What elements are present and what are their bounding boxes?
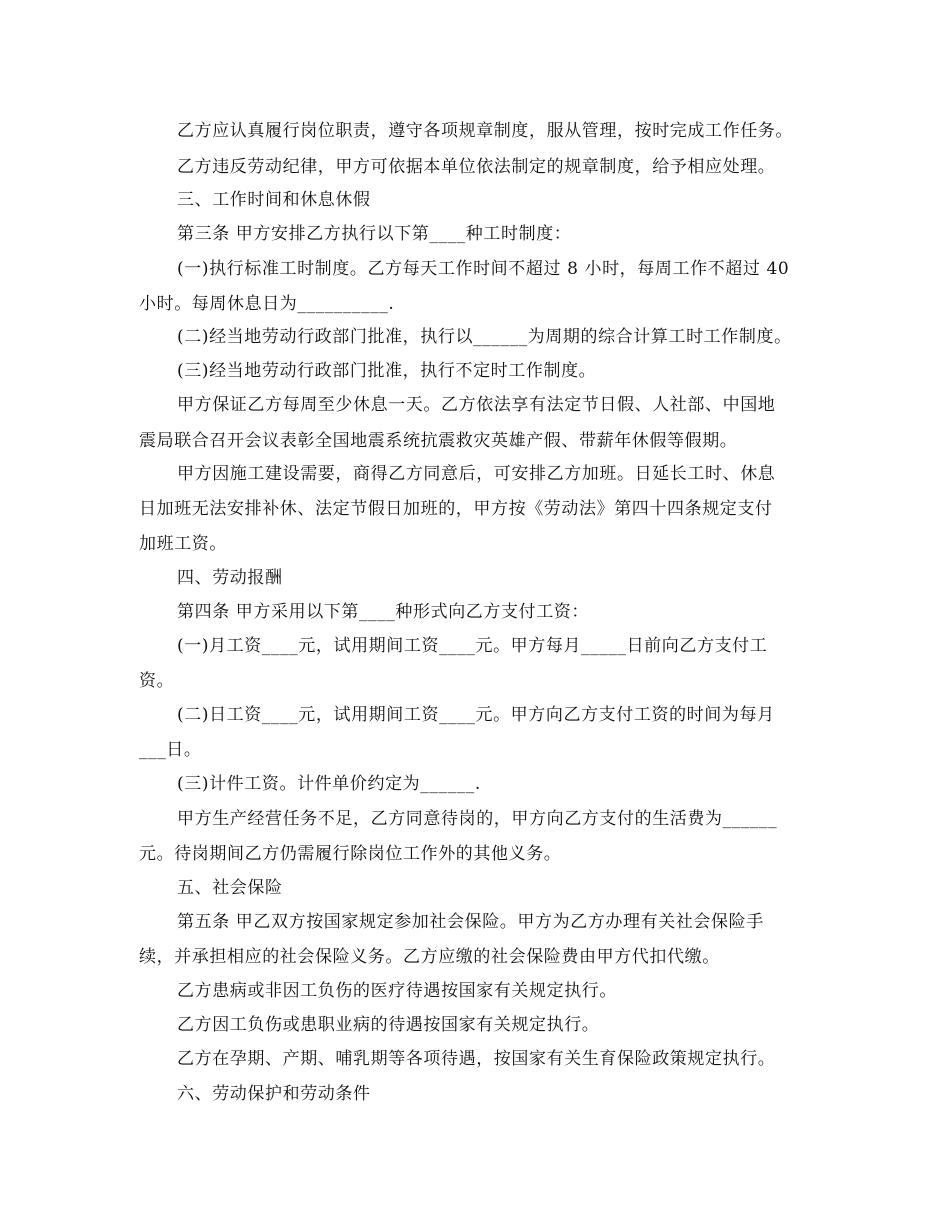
- paragraph-line: (三)经当地劳动行政部门批准，执行不定时工作制度。: [177, 361, 597, 381]
- paragraph-line: 乙方在孕期、产期、哺乳期等各项待遇，按国家有关生育保险政策规定执行。: [177, 1049, 776, 1069]
- paragraph-line: 甲方保证乙方每周至少休息一天。乙方依法享有法定节日假、人社部、中国地: [177, 395, 776, 415]
- paragraph-line: (一)月工资____元，试用期间工资____元。甲方每月_____日前向乙方支付工: [177, 636, 768, 656]
- article-line: 第三条 甲方安排乙方执行以下第____种工时制度：: [177, 224, 572, 244]
- paragraph-line: ___日。: [139, 740, 202, 760]
- paragraph-line: 乙方违反劳动纪律，甲方可依据本单位依法制定的规章制度，给予相应处理。: [177, 157, 776, 177]
- paragraph-line: 乙方因工负伤或患职业病的待遇按国家有关规定执行。: [177, 1015, 600, 1035]
- paragraph-line: (二)经当地劳动行政部门批准，执行以______为周期的综合计算工时工作制度。: [177, 327, 792, 347]
- paragraph-line: 乙方患病或非因工负伤的医疗待遇按国家有关规定执行。: [177, 981, 617, 1001]
- paragraph-line: 元。待岗期间乙方仍需履行除岗位工作外的其他义务。: [139, 844, 562, 864]
- paragraph-line: 甲方因施工建设需要，商得乙方同意后，可安排乙方加班。日延长工时、休息: [177, 464, 776, 484]
- article-line: 第四条 甲方采用以下第____种形式向乙方支付工资：: [177, 602, 590, 622]
- paragraph-line: 加班工资。: [139, 534, 227, 554]
- paragraph-line: 日加班无法安排补休、法定节假日加班的，甲方按《劳动法》第四十四条规定支付: [139, 499, 773, 519]
- article-line: 第五条 甲乙双方按国家规定参加社会保险。甲方为乙方办理有关社会保险手: [177, 912, 764, 932]
- paragraph-line: 震局联合召开会议表彰全国地震系统抗震救灾英雄产假、带薪年休假等假期。: [139, 431, 738, 451]
- paragraph-line: (一)执行标准工时制度。乙方每天工作时间不超过 8 小时，每周工作不超过 40: [177, 259, 790, 279]
- paragraph-line: 续，并承担相应的社会保险义务。乙方应缴的社会保险费由甲方代扣代缴。: [139, 947, 720, 967]
- section-heading: 五、社会保险: [177, 878, 283, 898]
- paragraph-line: 乙方应认真履行岗位职责，遵守各项规章制度，服从管理，按时完成工作任务。: [177, 121, 793, 141]
- paragraph-line: 甲方生产经营任务不足，乙方同意待岗的，甲方向乙方支付的生活费为______: [177, 809, 778, 829]
- section-heading: 六、劳动保护和劳动条件: [177, 1084, 371, 1104]
- paragraph-line: 资。: [139, 671, 175, 691]
- section-heading: 三、工作时间和休息休假: [177, 190, 371, 210]
- paragraph-line: 小时。每周休息日为__________.: [139, 294, 395, 314]
- paragraph-line: (二)日工资____元，试用期间工资____元。甲方向乙方支付工资的时间为每月: [177, 705, 775, 725]
- section-heading: 四、劳动报酬: [177, 568, 283, 588]
- paragraph-line: (三)计件工资。计件单价约定为______.: [177, 774, 481, 794]
